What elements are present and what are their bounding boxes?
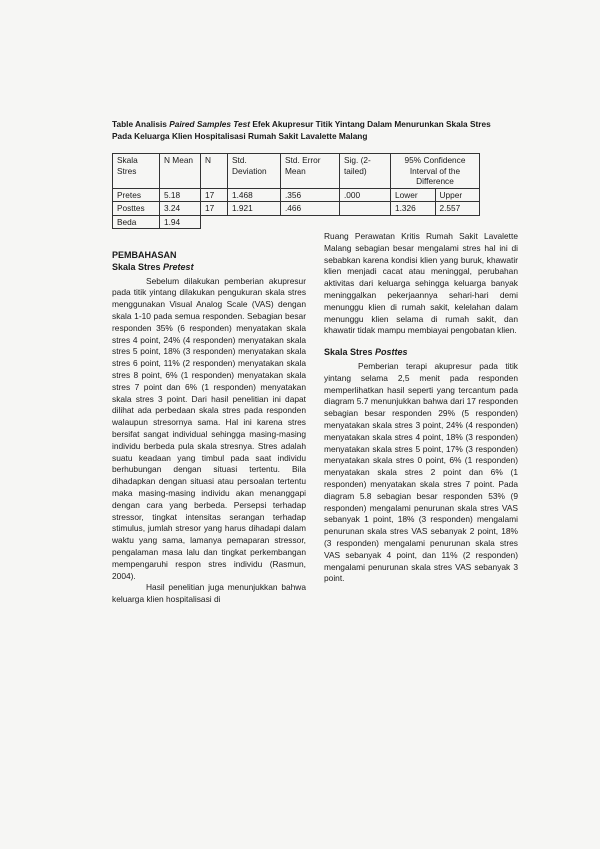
table-cell xyxy=(340,202,391,216)
table-cell: 1.326 xyxy=(391,202,436,216)
paragraph: Hasil penelitian juga menunjukkan bahwa keluarga klien hospitalisasi di xyxy=(112,582,306,605)
table-row xyxy=(113,202,480,216)
caption-prefix: Table Analisis xyxy=(112,119,170,129)
paragraph: Ruang Perawatan Kritis Rumah Sakit Lavalette Malang sebagian besar mengalami stres hal ini di sebabkan karena kondisi klien yang buruk, khawatir klien menjadi cacat atau meninggal, perubahan aktivitas dari keluarga sehingga keluarga banyak meninggalkan pekerjaannya sehari-hari demi menunggu klien di rumah sakit, kelelahan dalam menunggu klien selama di rumah sakit, dan khawatir tidak mampu membiayai pengobatan klien. xyxy=(324,231,518,336)
table-cell: 95% Confidence Interval of the Difference xyxy=(391,154,480,189)
table-header-row xyxy=(113,154,480,189)
table-cell: 1.94 xyxy=(160,215,201,229)
table-cell: 1.468 xyxy=(228,188,281,202)
table-cell: 2.557 xyxy=(435,202,480,216)
table-row xyxy=(113,215,480,229)
table-cell: Lower xyxy=(391,188,436,202)
right-column xyxy=(324,231,518,585)
subsection-italic: Posttes xyxy=(375,347,408,358)
table-cell: Beda xyxy=(113,215,160,229)
table-cell: N xyxy=(201,154,228,189)
table-cell: Std. Deviation xyxy=(228,154,281,189)
table-cell: Posttes xyxy=(113,202,160,216)
paragraph: Pemberian terapi akupresur pada titik yintang selama 2,5 menit pada responden memperlihatkan hasil seperti yang tercantum pada diagram 5.7 menunjukkan bahwa dari 17 responden sebagian besar responden 29% (5 responden) menyatakan skala stres 3 point, 24% (4 responden) menyatakan skala stres 4 point, 18% (3 responden) menyatakan skala stres 5 point, 17% (3 responden) menyatakan skala stres 0 point, 6% (1 responden) menyatakan skala stres 2 point dan 6% (1 responden) menyatakan skala stres 7 point. Pada diagram 5.8 sebagian besar responden 53% (9 responden) mengalami penurunan skala stres VAS sebanyak 1 point, 18% (3 responden) mengalami penurunan skala stres VAS sebanyak 2 point, 18% (3 responden) mengalami penurunan skala stres VAS sebanyak 4 point, dan 11% (2 responden) mengalami penurunan skala stres VAS sebanyak 3 point. xyxy=(324,360,518,584)
subsection-italic: Pretest xyxy=(163,261,194,272)
table-caption xyxy=(112,118,504,142)
caption-italic: Paired Samples Test xyxy=(169,119,251,129)
table-cell: Pretes xyxy=(113,188,160,202)
table-cell: N Mean xyxy=(160,154,201,189)
table-cell: .000 xyxy=(340,188,391,202)
section-title: PEMBAHASAN xyxy=(112,250,177,260)
table-cell: .466 xyxy=(281,202,340,216)
table-cell: Sig. (2-tailed) xyxy=(340,154,391,189)
subsection-prefix: Skala Stres xyxy=(324,347,376,358)
spacer xyxy=(324,337,518,347)
table-cell: Upper xyxy=(435,188,480,202)
caption-suffix: Efek Akupresur Titik Yintang Dalam Menurunkan Skala Stres Pada Keluarga Klien Hospitalisasi Rumah Sakit Lavalette Malang xyxy=(112,119,491,141)
subsection-prefix: Skala Stres xyxy=(112,261,164,272)
left-column xyxy=(112,250,306,606)
table-cell: Std. Error Mean xyxy=(281,154,340,189)
table-cell: 17 xyxy=(201,202,228,216)
table-row xyxy=(113,188,480,202)
paragraph: Sebelum dilakukan pemberian akupresur pada titik yintang dilakukan pengukuran skala stres menggunakan Visual Analog Scale (VAS) dengan skala 1-10 pada semua responden. Sebagian besar responden 35% (6 responden) menyatakan skala stres 4 point, 24% (4 responden) menyatakan skala stres 5 point, 18% (3 responden) menyatakan skala stres 6 point, 11% (2 responden) menyatakan skala stres 8 point, 6% (1 responden) menyatakan skala stres 7 point dan 6% (1 responden) menyatakan skala stres 3 point. Dari hasil penelitian ini dapat dilihat ada perbedaan skala stres pada responden walaupun stresornya sama. Hal ini karena stres bersifat sangat individual sehingga masing-masing individu berbeda pula skala stresnya. Stres adalah suatu keadaan yang timbul pada saat individu berhubungan dengan situasi tertentu. Bila dihadapkan dengan situasi atau persoalan tertentu maka masing-masing individu akan menanggapi dengan cara yang berbeda. Persepsi terhadap stressor, tingkat intensitas serangan terhadap stimulus, jumlah stresor yang harus dihadapi dalam waktu yang sama, lamanya pemaparan stressor, pengalaman masa lalu dan tingkat perkembangan mempengaruhi respon stres individu (Rasmun, 2004). xyxy=(112,275,306,581)
table-cell: Skala Stres xyxy=(113,154,160,189)
paired-samples-table xyxy=(112,153,480,229)
table-cell: 5.18 xyxy=(160,188,201,202)
table-cell: .356 xyxy=(281,188,340,202)
table-cell: 3.24 xyxy=(160,202,201,216)
table-cell: 17 xyxy=(201,188,228,202)
subsection-title-posttes xyxy=(324,347,518,359)
subsection-title-pretest xyxy=(112,262,306,274)
table-cell: 1.921 xyxy=(228,202,281,216)
